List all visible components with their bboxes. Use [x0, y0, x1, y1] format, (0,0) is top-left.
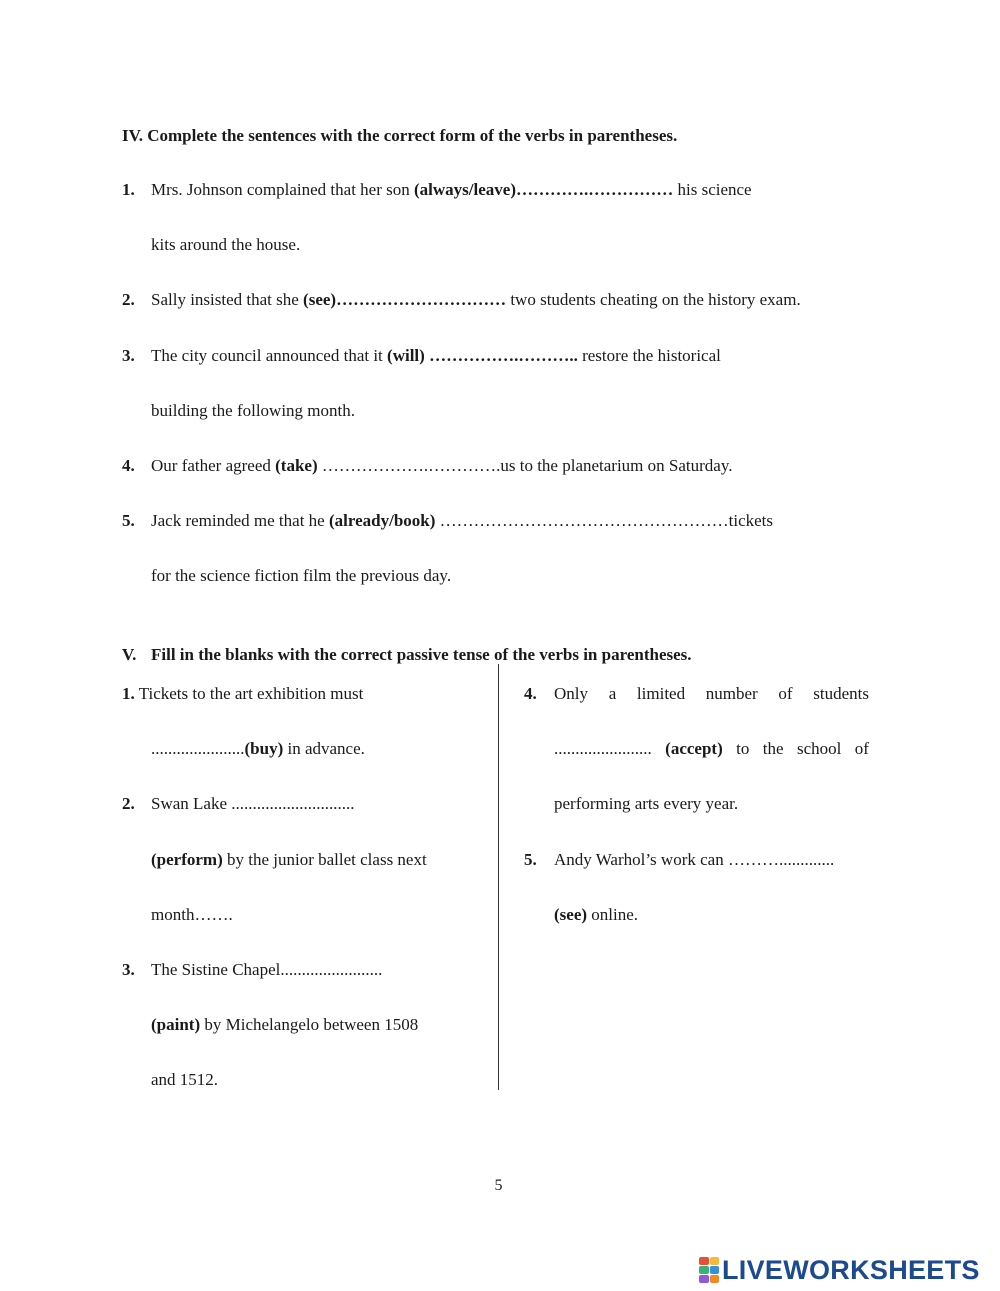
verb-hint: (take)	[275, 456, 318, 475]
sentence-line: Our father agreed (take) ……………….………….us to the planetarium on Saturday.	[151, 456, 733, 475]
passive-item-5[interactable]: Andy Warhol’s work can ……….............	[554, 850, 835, 869]
passive-item-2-line3: month…….	[151, 905, 233, 924]
passive-item-3-line2: (paint) by Michelangelo between 1508	[151, 1015, 419, 1034]
sentence-line: Jack reminded me that he (already/book) ……………………………………………tickets	[151, 511, 774, 530]
answer-blank[interactable]: ……………….………….us to the planetarium on Saturday.	[317, 456, 733, 475]
passive-item-1: 1. Tickets to the art exhibition must	[122, 684, 364, 703]
section-4-heading: IV. Complete the sentences with the correct form of the verbs in parentheses.	[122, 126, 678, 145]
column-divider	[498, 664, 499, 1090]
sentence-continuation: kits around the house.	[151, 235, 301, 254]
verb-hint[interactable]: (see)…………………………	[303, 290, 507, 309]
sentence-continuation: for the science fiction film the previous day.	[151, 566, 452, 585]
item-number: 2.	[122, 290, 135, 309]
item-number: 4.	[524, 684, 537, 703]
sentence-line: Sally insisted that she (see)………………………… two students cheating on the history exam.	[151, 290, 801, 309]
passive-item-4-line3: performing arts every year.	[554, 794, 739, 813]
item-number: 1.	[122, 180, 135, 199]
liveworksheets-logo	[699, 1255, 980, 1285]
passive-item-3[interactable]: The Sistine Chapel........................	[151, 960, 383, 979]
answer-blank[interactable]: ......................	[151, 739, 245, 758]
section-5-heading: Fill in the blanks with the correct passive tense of the verbs in parentheses.	[151, 645, 692, 664]
section-5-number: V.	[122, 645, 137, 664]
passive-item-2-line2: (perform) by the junior ballet class next	[151, 850, 427, 869]
passive-item-5-line2: (see) online.	[554, 905, 639, 924]
passive-item-1-line2: ......................(buy) in advance.	[151, 739, 365, 758]
passive-item-4: Only a limited number of students	[554, 684, 869, 703]
item-number: 5.	[122, 511, 135, 530]
sentence-line: The city council announced that it (will) …………….……….. restore the historical	[151, 346, 721, 365]
verb-hint: (already/book)	[328, 511, 436, 530]
passive-item-4-line2: ....................... (accept) to the school of	[554, 739, 869, 758]
passive-item-3-line3: and 1512.	[151, 1070, 219, 1089]
item-number: 3.	[122, 346, 135, 365]
item-number: 3.	[122, 960, 135, 979]
verb-hint[interactable]: (will) …………….………..	[387, 346, 578, 365]
sentence-continuation: building the following month.	[151, 401, 355, 420]
item-number: 5.	[524, 850, 537, 869]
sentence-line: Mrs. Johnson complained that her son (always/leave)………….…………… his science	[151, 180, 752, 199]
liveworksheets-mark-icon	[699, 1257, 719, 1283]
item-number: 2.	[122, 794, 135, 813]
answer-blank[interactable]: .......................	[554, 739, 652, 758]
item-number: 4.	[122, 456, 135, 475]
passive-item-2[interactable]: Swan Lake .............................	[151, 794, 355, 813]
answer-blank[interactable]: ……………………………………………tickets	[435, 511, 774, 530]
verb-hint[interactable]: (always/leave)………….……………	[414, 180, 674, 199]
page-number: 5	[494, 1177, 503, 1194]
brand-text: LIVEWORKSHEETS	[722, 1255, 980, 1285]
